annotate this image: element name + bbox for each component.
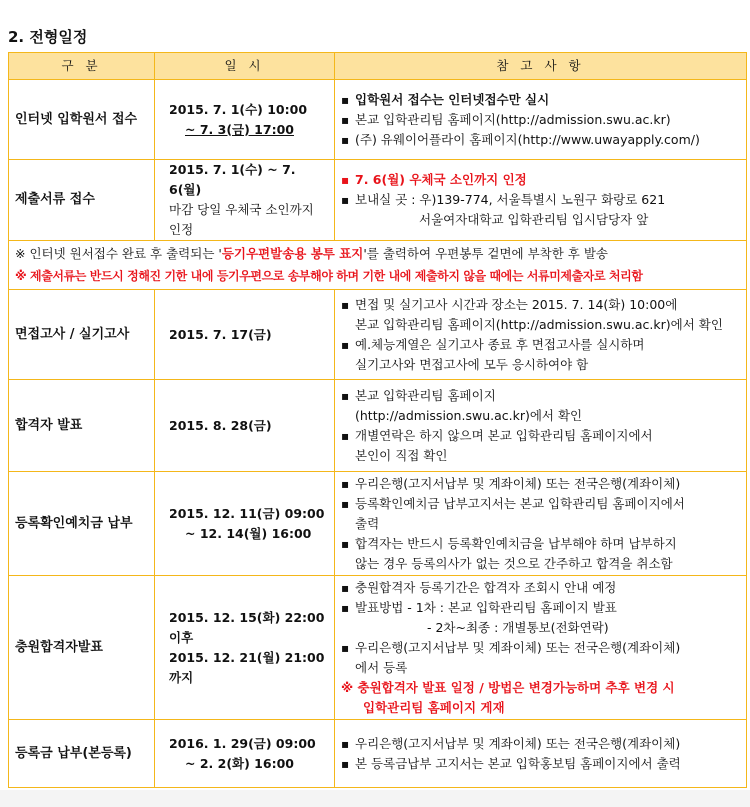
table-row — [9, 576, 747, 720]
list-item: 입학관리팀 홈페이지 게재 — [363, 699, 505, 715]
table-row — [9, 290, 747, 380]
table-row — [9, 720, 747, 788]
row-category: 면접고사 / 실기고사 — [9, 290, 155, 380]
row-category: 등록확인예치금 납부 — [9, 472, 155, 576]
row-notes — [335, 720, 747, 788]
row-category: 등록금 납부(본등록) — [9, 720, 155, 788]
row-category: 합격자 발표 — [9, 380, 155, 472]
list-item: ▪ 면접 및 실기고사 시간과 장소는 2015. 7. 14(화) 10:00에 — [341, 295, 740, 315]
list-item: 않는 경우 등록의사가 없는 것으로 간주하고 합격을 취소함 — [355, 555, 673, 571]
list-item: ▪ 7. 6(월) 우체국 소인까지 인정 — [341, 170, 740, 190]
row-datetime: 2015. 8. 28(금) — [155, 380, 335, 472]
row-datetime: 2016. 1. 29(금) 09:00 ~ 2. 2(화) 16:00 — [155, 720, 335, 788]
list-item: ※ 충원합격자 발표 일정 / 방법은 변경가능하며 추후 변경 시 — [341, 679, 675, 695]
list-item: ▪ 입학원서 접수는 인터넷접수만 실시 — [341, 90, 740, 110]
row-datetime: 2015. 7. 1(수) 10:00 ~ 7. 3(금) 17:00 — [155, 80, 335, 160]
notice-cell — [9, 241, 747, 290]
list-item: 에서 등록 — [355, 659, 408, 675]
table-header-row — [9, 53, 747, 80]
row-notes — [335, 290, 747, 380]
list-item: - 2차~최종 : 개별통보(전화연락) — [427, 619, 609, 635]
schedule-table — [8, 52, 747, 788]
row-notes — [335, 160, 747, 241]
row-notes — [335, 80, 747, 160]
notice-row — [9, 241, 747, 290]
row-datetime: 2015. 12. 11(금) 09:00 ~ 12. 14(월) 16:00 — [155, 472, 335, 576]
notice-line-1: ※ 인터넷 원서접수 완료 후 출력되는 '등기우편발송용 봉투 표지'를 출력하여 우편봉투 겉면에 부착한 후 발송 — [15, 246, 608, 261]
row-datetime: 2015. 7. 1(수) ~ 7. 6(월) 마감 당일 우체국 소인까지 인정 — [155, 160, 335, 241]
list-item: (http://admission.swu.ac.kr)에서 확인 — [355, 407, 583, 423]
list-item: 출력 — [355, 515, 380, 531]
list-item: ▪ 보내실 곳 : 우)139-774, 서울특별시 노원구 화랑로 621 — [341, 190, 740, 210]
list-item: ▪ (주) 유웨이어플라이 홈페이지(http://www.uwayapply.com/) — [341, 130, 740, 150]
row-category: 충원합격자발표 — [9, 576, 155, 720]
header-category: 구 분 — [9, 53, 155, 80]
list-item: 서울여자대학교 입학관리팀 입시담당자 앞 — [419, 212, 649, 227]
list-item: ▪ 본 등록금납부 고지서는 본교 입학홍보팀 홈페이지에서 출력 — [341, 754, 740, 774]
list-item: ▪ 우리은행(고지서납부 및 계좌이체) 또는 전국은행(계좌이체) — [341, 638, 740, 658]
bottom-bar — [0, 790, 750, 807]
row-category: 인터넷 입학원서 접수 — [9, 80, 155, 160]
table-row — [9, 80, 747, 160]
list-item: ▪ 우리은행(고지서납부 및 계좌이체) 또는 전국은행(계좌이체) — [341, 734, 740, 754]
table-row — [9, 160, 747, 241]
row-datetime: 2015. 7. 17(금) — [155, 290, 335, 380]
row-datetime: 2015. 12. 15(화) 22:00 이후 2015. 12. 21(월) 21:00까지 — [155, 576, 335, 720]
list-item: ▪ 개별연락은 하지 않으며 본교 입학관리팀 홈페이지에서 — [341, 426, 740, 446]
list-item: ▪ 본교 입학관리팀 홈페이지 — [341, 386, 740, 406]
row-notes — [335, 380, 747, 472]
notice-line-2: ※ 제출서류는 반드시 정해진 기한 내에 등기우편으로 송부해야 하며 기한 내에 제출하지 않을 때에는 서류미제출자로 처리함 — [15, 269, 643, 283]
list-item: ▪ 등록확인예치금 납부고지서는 본교 입학관리팀 홈페이지에서 — [341, 494, 740, 514]
list-item: ▪ 본교 입학관리팀 홈페이지(http://admission.swu.ac.kr) — [341, 110, 740, 130]
list-item: ▪ 우리은행(고지서납부 및 계좌이체) 또는 전국은행(계좌이체) — [341, 474, 740, 494]
table-row — [9, 380, 747, 472]
list-item: ▪ 발표방법 - 1차 : 본교 입학관리팀 홈페이지 발표 — [341, 598, 740, 618]
list-item: 본인이 직접 확인 — [355, 447, 448, 463]
list-item: ▪ 예.체능계열은 실기고사 종료 후 면접고사를 실시하며 — [341, 335, 740, 355]
list-item: 본교 입학관리팀 홈페이지(http://admission.swu.ac.kr)에서 확인 — [355, 316, 723, 332]
list-item: ▪ 충원합격자 등록기간은 합격자 조회시 안내 예정 — [341, 578, 740, 598]
section-heading: 2. 전형일정 — [8, 28, 88, 46]
header-datetime: 일 시 — [155, 53, 335, 80]
list-item: ▪ 합격자는 반드시 등록확인예치금을 납부해야 하며 납부하지 — [341, 534, 740, 554]
table-row — [9, 472, 747, 576]
list-item: 실기고사와 면접고사에 모두 응시하여야 함 — [355, 356, 589, 372]
header-notes: 참 고 사 항 — [335, 53, 747, 80]
row-category: 제출서류 접수 — [9, 160, 155, 241]
row-notes — [335, 576, 747, 720]
row-notes — [335, 472, 747, 576]
